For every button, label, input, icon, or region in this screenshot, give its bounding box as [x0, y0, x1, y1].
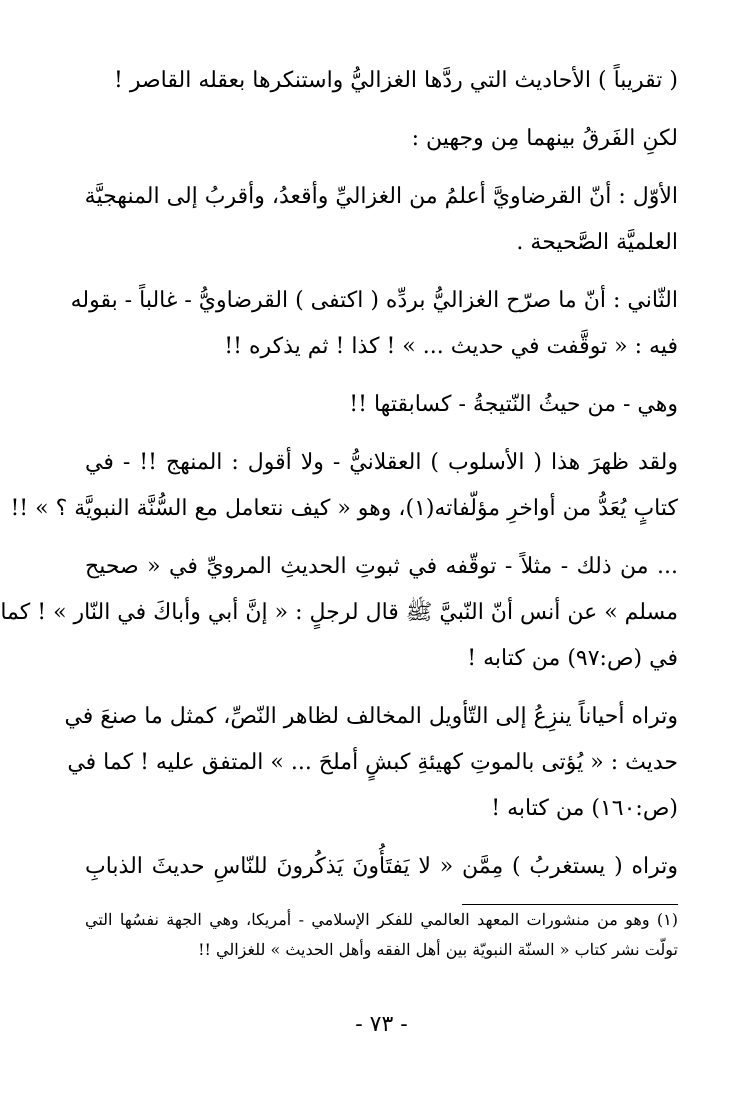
text-line: الثّاني : أنّ ما صرّح الغزاليُّ بردِّه ( اكتفى ) القرضاويُّ - غالباً - بقوله: [70, 288, 678, 313]
text-line: (ص:١٦٠) من كتابه !: [491, 796, 678, 821]
page-number: - ٧٣ -: [355, 1012, 408, 1037]
text-line: مسلم » عن أنس أنّ النّبيَّ ﷺ قال لرجلٍ : « إنَّ أبي وأباكَ في النّار » ! كما: [0, 600, 678, 625]
text-line: ... من ذلك - مثلاً - توقّفه في ثبوتِ الحديثِ المرويِّ في « صحيح: [85, 554, 678, 579]
text-line: وتراه ( يستغربُ ) مِمَّن « لا يَفتَأُونَ يَذكُرونَ للنّاسِ حديثَ الذبابِ: [85, 854, 678, 879]
text-line: ( تقريباً ) الأحاديث التي ردَّها الغزاليُّ واستنكرها بعقله القاصر !: [114, 68, 678, 93]
text-line: العلميَّة الصَّحيحة .: [516, 230, 678, 255]
book-page: [0, 58, 678, 1108]
text-line: وتراه أحياناً ينزِعُ إلى التّأويل المخالف لظاهر النّصِّ، كمثل ما صنعَ في: [64, 704, 678, 729]
text-line: في (ص:٩٧) من كتابه !: [467, 646, 678, 671]
text-line: الأوّل : أنّ القرضاويَّ أعلمُ من الغزاليِّ وأقعدُ، وأقربُ إلى المنهجيَّة: [84, 184, 678, 209]
text-line: لكنِ الفَرقُ بينهما مِن وجهين :: [411, 126, 678, 151]
text-line: فيه : « توقَّفت في حديث ... » ! كذا ! ثم يذكره !!: [224, 334, 678, 359]
text-line: وهي - من حيثُ النّتيجةُ - كسابقتها !!: [349, 392, 678, 417]
footnote-line: تولّت نشر كتاب « السنّة النبويّة بين أهل الفقه وأهل الحديث » للغزالي !!: [198, 940, 678, 959]
footnote-line: (١) وهو من منشورات المعهد العالمي للفكر الإسلامي - أمريكا، وهي الجهة نفسُها التي: [85, 910, 678, 929]
text-line: حديث : « يُؤتى بالموتِ كهيئةِ كبشٍ أملحَ ... » المتفق عليه ! كما في: [67, 750, 678, 775]
text-line: ولقد ظهرَ هذا ( الأسلوب ) العقلانيُّ - ولا أقول : المنهج !! - في: [85, 450, 678, 475]
text-line: كتابٍ يُعَدُّ من أواخرِ مؤلّفاته(١)، وهو « كيف نتعامل مع السُّنَّة النبويَّة ؟ » !!: [10, 496, 678, 521]
